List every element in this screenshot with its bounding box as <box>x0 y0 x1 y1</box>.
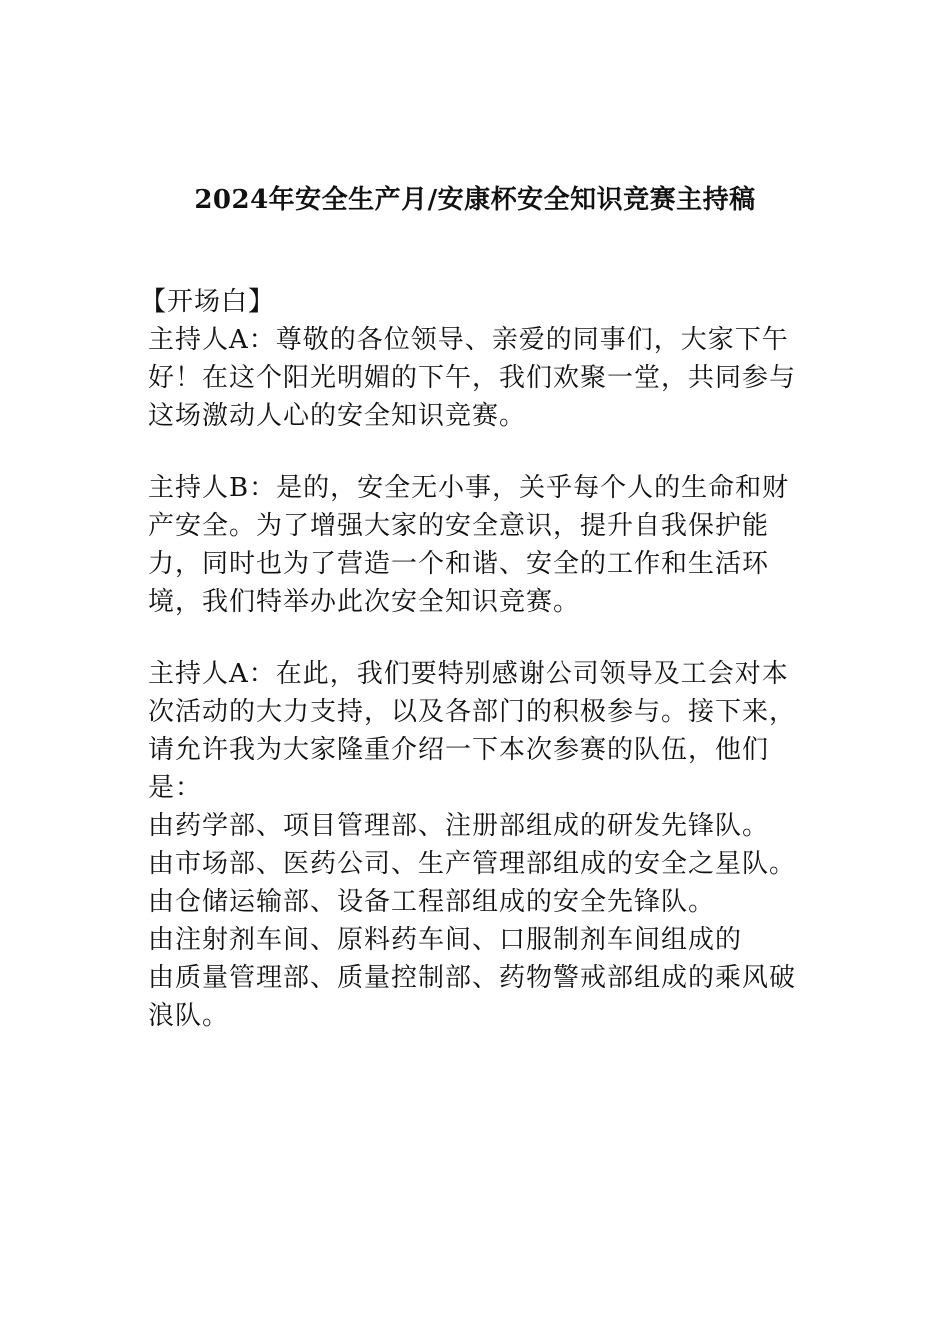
paragraph-host-a-greeting: 主持人A：尊敬的各位领导、亲爱的同事们，大家下午好！在这个阳光明媚的下午，我们欢聚一堂，共同参与这场激动人心的安全知识竞赛。 <box>148 325 797 431</box>
paragraph-spacer <box>148 621 838 655</box>
document-title: 2024年安全生产月/安康杯安全知识竞赛主持稿 <box>194 185 756 215</box>
paragraph-host-b-purpose: 主持人B：是的，安全无小事，关乎每个人的生命和财产安全。为了增强大家的安全意识，提升自我保护能力，同时也为了营造一个和谐、安全的工作和生活环境，我们特举办此次安全知识竞赛。 <box>148 473 790 617</box>
team-line: 由药学部、项目管理部、注册部组成的研发先锋队。 <box>148 811 770 841</box>
team-line: 由质量管理部、质量控制部、药物警戒部组成的乘风破浪队。 <box>148 963 797 1031</box>
team-line: 由仓储运输部、设备工程部组成的安全先锋队。 <box>148 887 716 917</box>
team-line: 由市场部、医药公司、生产管理部组成的安全之星队。 <box>148 849 797 879</box>
document-body <box>140 283 838 1035</box>
team-line: 由注射剂车间、原料药车间、口服制剂车间组成的 <box>148 925 743 955</box>
section-heading-opening: 【开场白】 <box>140 287 276 317</box>
paragraph-spacer <box>148 435 838 469</box>
paragraph-host-a-thanks: 主持人A：在此，我们要特别感谢公司领导及工会对本次活动的大力支持，以及各部门的积极参与。接下来，请允许我为大家隆重介绍一下本次参赛的队伍，他们是： <box>148 659 797 803</box>
